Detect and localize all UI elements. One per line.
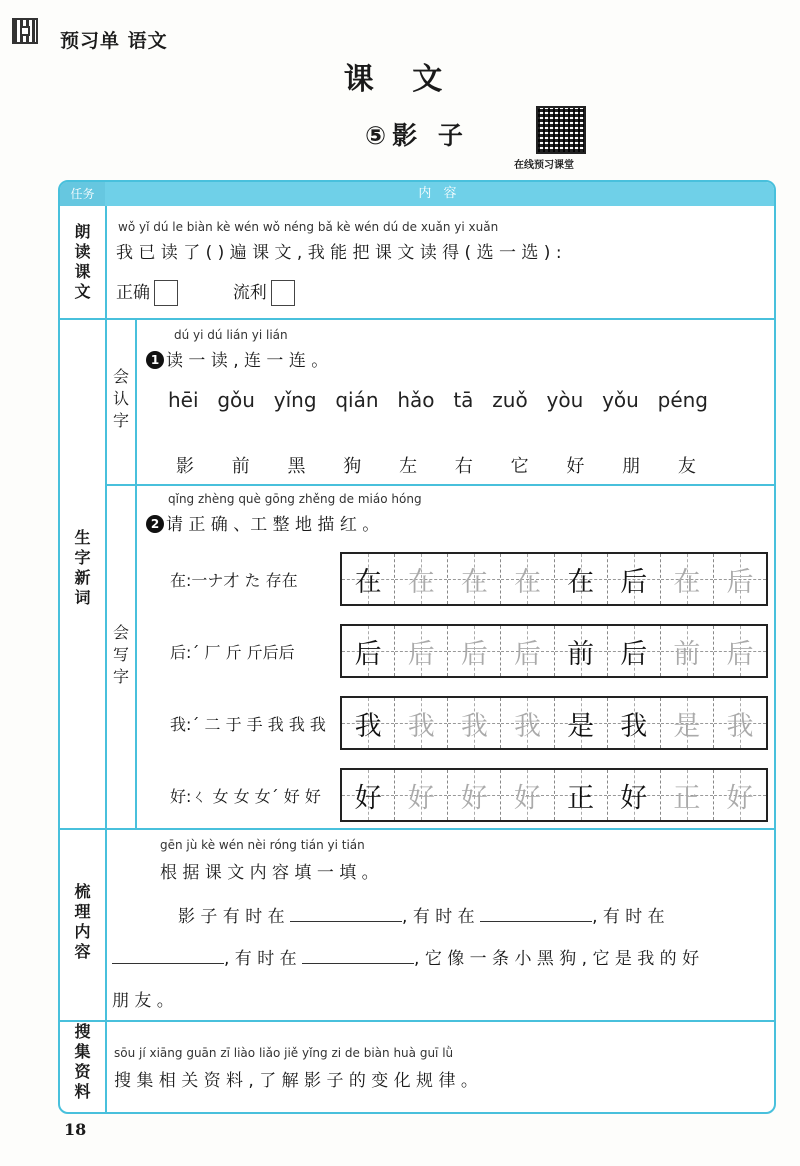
book-title: 预习单 语文 bbox=[60, 30, 168, 52]
tracing-cell[interactable]: 正 bbox=[661, 770, 714, 820]
header-task: 任务 bbox=[60, 182, 105, 206]
option-correct-checkbox[interactable] bbox=[154, 280, 178, 306]
section-label-new-words bbox=[60, 528, 105, 608]
tracing-cell[interactable]: 在 bbox=[342, 554, 395, 604]
lesson-type: 课 文 bbox=[343, 62, 457, 97]
tracing-cell[interactable]: 我 bbox=[448, 698, 501, 748]
tracing-cell[interactable]: 后 bbox=[714, 626, 766, 676]
pinyin-word[interactable]: tā bbox=[453, 388, 474, 412]
character[interactable]: 左 bbox=[399, 456, 418, 477]
character[interactable]: 狗 bbox=[343, 456, 362, 477]
stroke-order: 后:ˊ 厂 斤 斤后后 bbox=[170, 643, 295, 662]
step-badge: 2 bbox=[146, 515, 164, 533]
step-badge: 1 bbox=[146, 351, 164, 369]
tracing-cell[interactable]: 后 bbox=[395, 626, 448, 676]
qr-caption: 在线预习课堂 bbox=[514, 160, 574, 171]
tracing-cell[interactable]: 好 bbox=[448, 770, 501, 820]
fill-blank[interactable] bbox=[480, 904, 592, 922]
tracing-grid bbox=[340, 552, 768, 606]
summary-text: , 它 像 一 条 小 黑 狗 , 它 是 我 的 好 bbox=[414, 949, 700, 969]
write-instruction bbox=[146, 510, 379, 535]
tracing-cell[interactable]: 是 bbox=[555, 698, 608, 748]
fill-blank[interactable] bbox=[112, 946, 224, 964]
instruction-text: 请 正 确 、工 整 地 描 红 。 bbox=[166, 515, 380, 535]
lesson-title bbox=[365, 116, 469, 152]
tracing-cell[interactable]: 是 bbox=[661, 698, 714, 748]
qr-code-icon bbox=[12, 18, 38, 44]
qr-code-icon[interactable] bbox=[536, 106, 586, 154]
stroke-order: 在:一ナ才 た 存在 bbox=[170, 571, 298, 590]
pinyin-word[interactable]: yǐng bbox=[273, 388, 317, 412]
summary-instruction: 根 据 课 文 内 容 填 一 填 。 bbox=[160, 863, 379, 883]
tracing-cell[interactable]: 在 bbox=[448, 554, 501, 604]
character[interactable]: 前 bbox=[231, 456, 250, 477]
tracing-cell[interactable]: 在 bbox=[555, 554, 608, 604]
character[interactable]: 它 bbox=[510, 456, 529, 477]
tracing-cell[interactable]: 后 bbox=[608, 626, 661, 676]
pinyin-word[interactable]: hēi bbox=[168, 388, 199, 412]
lesson-title-text: 影 子 bbox=[392, 121, 469, 150]
stroke-order: 好:ㄑ 女 女 女ˊ 好 好 bbox=[170, 787, 321, 806]
reading-options bbox=[116, 278, 295, 306]
sub-label-recognize bbox=[107, 366, 135, 432]
tracing-cell[interactable]: 好 bbox=[395, 770, 448, 820]
section-label-text: 朗读课文 bbox=[74, 222, 91, 301]
sub-label-text: 会认字 bbox=[112, 367, 129, 430]
section-label-text: 梳理内容 bbox=[74, 882, 91, 961]
sub-column-divider bbox=[135, 318, 137, 830]
tracing-cell[interactable]: 后 bbox=[342, 626, 395, 676]
tracing-cell[interactable]: 好 bbox=[714, 770, 766, 820]
section-label-text: 搜集资料 bbox=[74, 1022, 91, 1101]
tracing-cell[interactable]: 我 bbox=[342, 698, 395, 748]
header-content: 内 容 bbox=[418, 186, 461, 201]
research-pinyin: sōu jí xiāng guān zī liào liǎo jiě yǐng zi de biàn huà guī lǜ bbox=[114, 1046, 454, 1060]
tracing-cell[interactable]: 好 bbox=[501, 770, 554, 820]
reading-pinyin: wǒ yǐ dú le biàn kè wén wǒ néng bǎ kè wén dú de xuǎn yi xuǎn bbox=[118, 220, 499, 234]
tracing-cell[interactable]: 后 bbox=[501, 626, 554, 676]
fill-blank[interactable] bbox=[290, 904, 402, 922]
pinyin-word[interactable]: yǒu bbox=[602, 388, 639, 412]
pinyin-word[interactable]: hǎo bbox=[397, 388, 435, 412]
tracing-cell[interactable]: 在 bbox=[395, 554, 448, 604]
option-correct-label: 正确 bbox=[116, 283, 150, 303]
tracing-cell[interactable]: 我 bbox=[501, 698, 554, 748]
tracing-cell[interactable]: 后 bbox=[714, 554, 766, 604]
stroke-order: 我:ˊ 二 于 手 我 我 我 bbox=[170, 715, 326, 734]
summary-text: , 有 时 在 bbox=[592, 907, 665, 927]
reading-sentence: 我 已 读 了 ( ) 遍 课 文 , 我 能 把 课 文 读 得 ( 选 一 选 ) : bbox=[116, 243, 562, 263]
tracing-cell[interactable]: 在 bbox=[501, 554, 554, 604]
character-list bbox=[176, 452, 696, 478]
pinyin-word-list bbox=[168, 388, 708, 412]
character[interactable]: 黑 bbox=[287, 456, 306, 477]
pinyin-word[interactable]: yòu bbox=[546, 388, 584, 412]
recognize-instruction bbox=[146, 346, 328, 371]
instruction-text: 读 一 读 , 连 一 连 。 bbox=[166, 351, 329, 371]
tracing-cell[interactable]: 后 bbox=[448, 626, 501, 676]
tracing-grid bbox=[340, 768, 768, 822]
option-fluent-checkbox[interactable] bbox=[271, 280, 295, 306]
tracing-cell[interactable]: 后 bbox=[608, 554, 661, 604]
character[interactable]: 右 bbox=[454, 456, 473, 477]
character[interactable]: 影 bbox=[176, 456, 194, 477]
summary-line-3: 朋 友 。 bbox=[112, 991, 174, 1011]
tracing-cell[interactable]: 好 bbox=[608, 770, 661, 820]
write-pinyin: qǐng zhèng què gōng zhěng de miáo hóng bbox=[168, 492, 422, 506]
page-number: 18 bbox=[64, 1120, 87, 1139]
tracing-cell[interactable]: 我 bbox=[714, 698, 766, 748]
row-divider bbox=[60, 318, 774, 320]
tracing-grid bbox=[340, 696, 768, 750]
pinyin-word[interactable]: péng bbox=[657, 388, 708, 412]
summary-pinyin: gēn jù kè wén nèi róng tián yi tián bbox=[160, 838, 365, 852]
summary-text: , 有 时 在 bbox=[224, 949, 297, 969]
lesson-number: ⑤ bbox=[365, 121, 393, 150]
summary-text: , 有 时 在 bbox=[402, 907, 475, 927]
sub-label-text: 会写字 bbox=[112, 623, 129, 686]
recognize-pinyin: dú yi dú lián yi lián bbox=[174, 328, 288, 342]
summary-line-2 bbox=[112, 944, 699, 969]
research-text: 搜 集 相 关 资 料 , 了 解 影 子 的 变 化 规 律 。 bbox=[114, 1071, 478, 1091]
row-divider bbox=[60, 828, 774, 830]
pinyin-word[interactable]: zuǒ bbox=[492, 388, 528, 412]
section-label-reading bbox=[60, 222, 105, 302]
summary-text: 影 子 有 时 在 bbox=[178, 907, 285, 927]
pinyin-word[interactable]: qián bbox=[335, 388, 379, 412]
tracing-cell[interactable]: 我 bbox=[395, 698, 448, 748]
section-label-text: 生字新词 bbox=[74, 528, 91, 607]
tracing-cell[interactable]: 在 bbox=[661, 554, 714, 604]
row-divider bbox=[60, 1020, 774, 1022]
sub-label-write bbox=[107, 622, 135, 688]
row-divider bbox=[105, 484, 774, 486]
tracing-grid bbox=[340, 624, 768, 678]
fill-blank[interactable] bbox=[302, 946, 414, 964]
tracing-cell[interactable]: 我 bbox=[608, 698, 661, 748]
summary-line-1 bbox=[178, 902, 665, 927]
tracing-cell[interactable]: 前 bbox=[661, 626, 714, 676]
pinyin-word[interactable]: gǒu bbox=[217, 388, 255, 412]
table-header bbox=[60, 182, 774, 206]
tracing-cell[interactable]: 好 bbox=[342, 770, 395, 820]
section-label-summary bbox=[60, 882, 105, 962]
section-label-research bbox=[60, 1022, 105, 1102]
character[interactable]: 朋 bbox=[622, 456, 641, 477]
option-fluent-label: 流利 bbox=[232, 283, 267, 303]
tracing-cell[interactable]: 正 bbox=[555, 770, 608, 820]
worksheet-table bbox=[58, 180, 776, 1114]
character[interactable]: 好 bbox=[566, 456, 585, 477]
tracing-cell[interactable]: 前 bbox=[555, 626, 608, 676]
character[interactable]: 友 bbox=[677, 456, 696, 477]
